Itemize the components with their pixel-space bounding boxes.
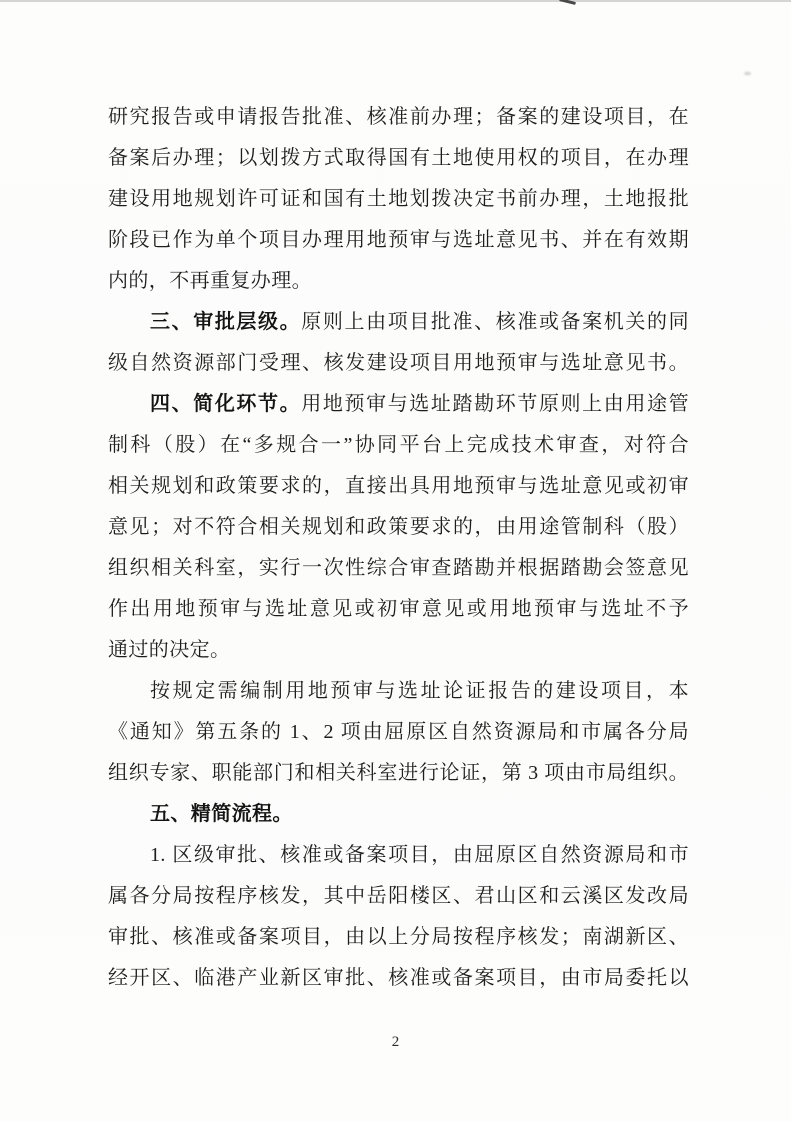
body-text: 阶段已作为单个项目办理用地预审与选址意见书、并在有效期 <box>108 229 689 251</box>
body-text: 经开区、临港产业新区审批、核准或备案项目，由市局委托以 <box>108 967 689 989</box>
text-line <box>108 876 689 917</box>
body-text: 用地预审与选址踏勘环节原则上由用途管 <box>301 393 689 415</box>
body-text: 相关规划和政策要求的，直接出具用地预审与选址意见或初审 <box>108 475 689 497</box>
text-line <box>108 630 689 671</box>
section-heading-line <box>108 302 689 343</box>
text-line <box>108 97 689 138</box>
body-text: 组织专家、职能部门和相关科室进行论证，第 3 项由市局组织。 <box>108 762 689 784</box>
body-text: 级自然资源部门受理、核发建设项目用地预审与选址意见书。 <box>108 352 689 374</box>
text-line <box>108 138 689 179</box>
body-text: 组织相关科室，实行一次性综合审查踏勘并根据踏勘会签意见 <box>108 557 689 579</box>
text-line <box>108 917 689 958</box>
text-line <box>108 466 689 507</box>
body-text: 内的，不再重复办理。 <box>108 270 312 292</box>
document-text-body <box>108 97 689 999</box>
section-heading-line <box>108 794 689 835</box>
text-line <box>108 220 689 261</box>
text-line <box>108 712 689 753</box>
text-line <box>108 958 689 999</box>
text-line <box>108 261 689 302</box>
body-text: 原则上由项目批准、核准或备案机关的同 <box>301 311 689 333</box>
body-text: 意见；对不符合相关规划和政策要求的，由用途管制科（股） <box>108 516 689 538</box>
body-text: 按规定需编制用地预审与选址论证报告的建设项目，本 <box>150 680 689 702</box>
text-line <box>108 179 689 220</box>
body-text: 1. 区级审批、核准或备案项目，由屈原区自然资源局和市 <box>150 844 689 866</box>
text-line <box>108 507 689 548</box>
page-number: 2 <box>391 1034 400 1050</box>
text-line <box>108 589 689 630</box>
body-text: 属各分局按程序核发，其中岳阳楼区、君山区和云溪区发改局 <box>108 885 689 907</box>
body-text: 作出用地预审与选址意见或初审意见或用地预审与选址不予 <box>108 598 689 620</box>
text-line <box>108 343 689 384</box>
text-line <box>108 835 689 876</box>
scan-smudge-artifact <box>744 72 751 75</box>
section-heading-line <box>108 384 689 425</box>
body-text: 通过的决定。 <box>108 639 231 661</box>
section-heading: 五、精简流程。 <box>150 803 293 825</box>
text-line <box>108 425 689 466</box>
text-line <box>108 753 689 794</box>
scan-edge-artifact <box>0 0 791 2</box>
body-text: 制科（股）在“多规合一”协同平台上完成技术审查，对符合 <box>108 434 689 456</box>
body-text: 《通知》第五条的 1、2 项由屈原区自然资源局和市属各分局 <box>108 721 689 743</box>
text-line <box>108 548 689 589</box>
section-heading: 四、简化环节。 <box>150 393 302 415</box>
text-line <box>108 671 689 712</box>
body-text: 建设用地规划许可证和国有土地划拨决定书前办理，土地报批 <box>108 188 689 210</box>
body-text: 备案后办理；以划拨方式取得国有土地使用权的项目，在办理 <box>108 147 689 169</box>
body-text: 研究报告或申请报告批准、核准前办理；备案的建设项目，在 <box>108 106 689 128</box>
section-heading: 三、审批层级。 <box>150 311 302 333</box>
body-text: 审批、核准或备案项目，由以上分局按程序核发；南湖新区、 <box>108 926 689 948</box>
scan-mark-artifact <box>559 0 576 5</box>
